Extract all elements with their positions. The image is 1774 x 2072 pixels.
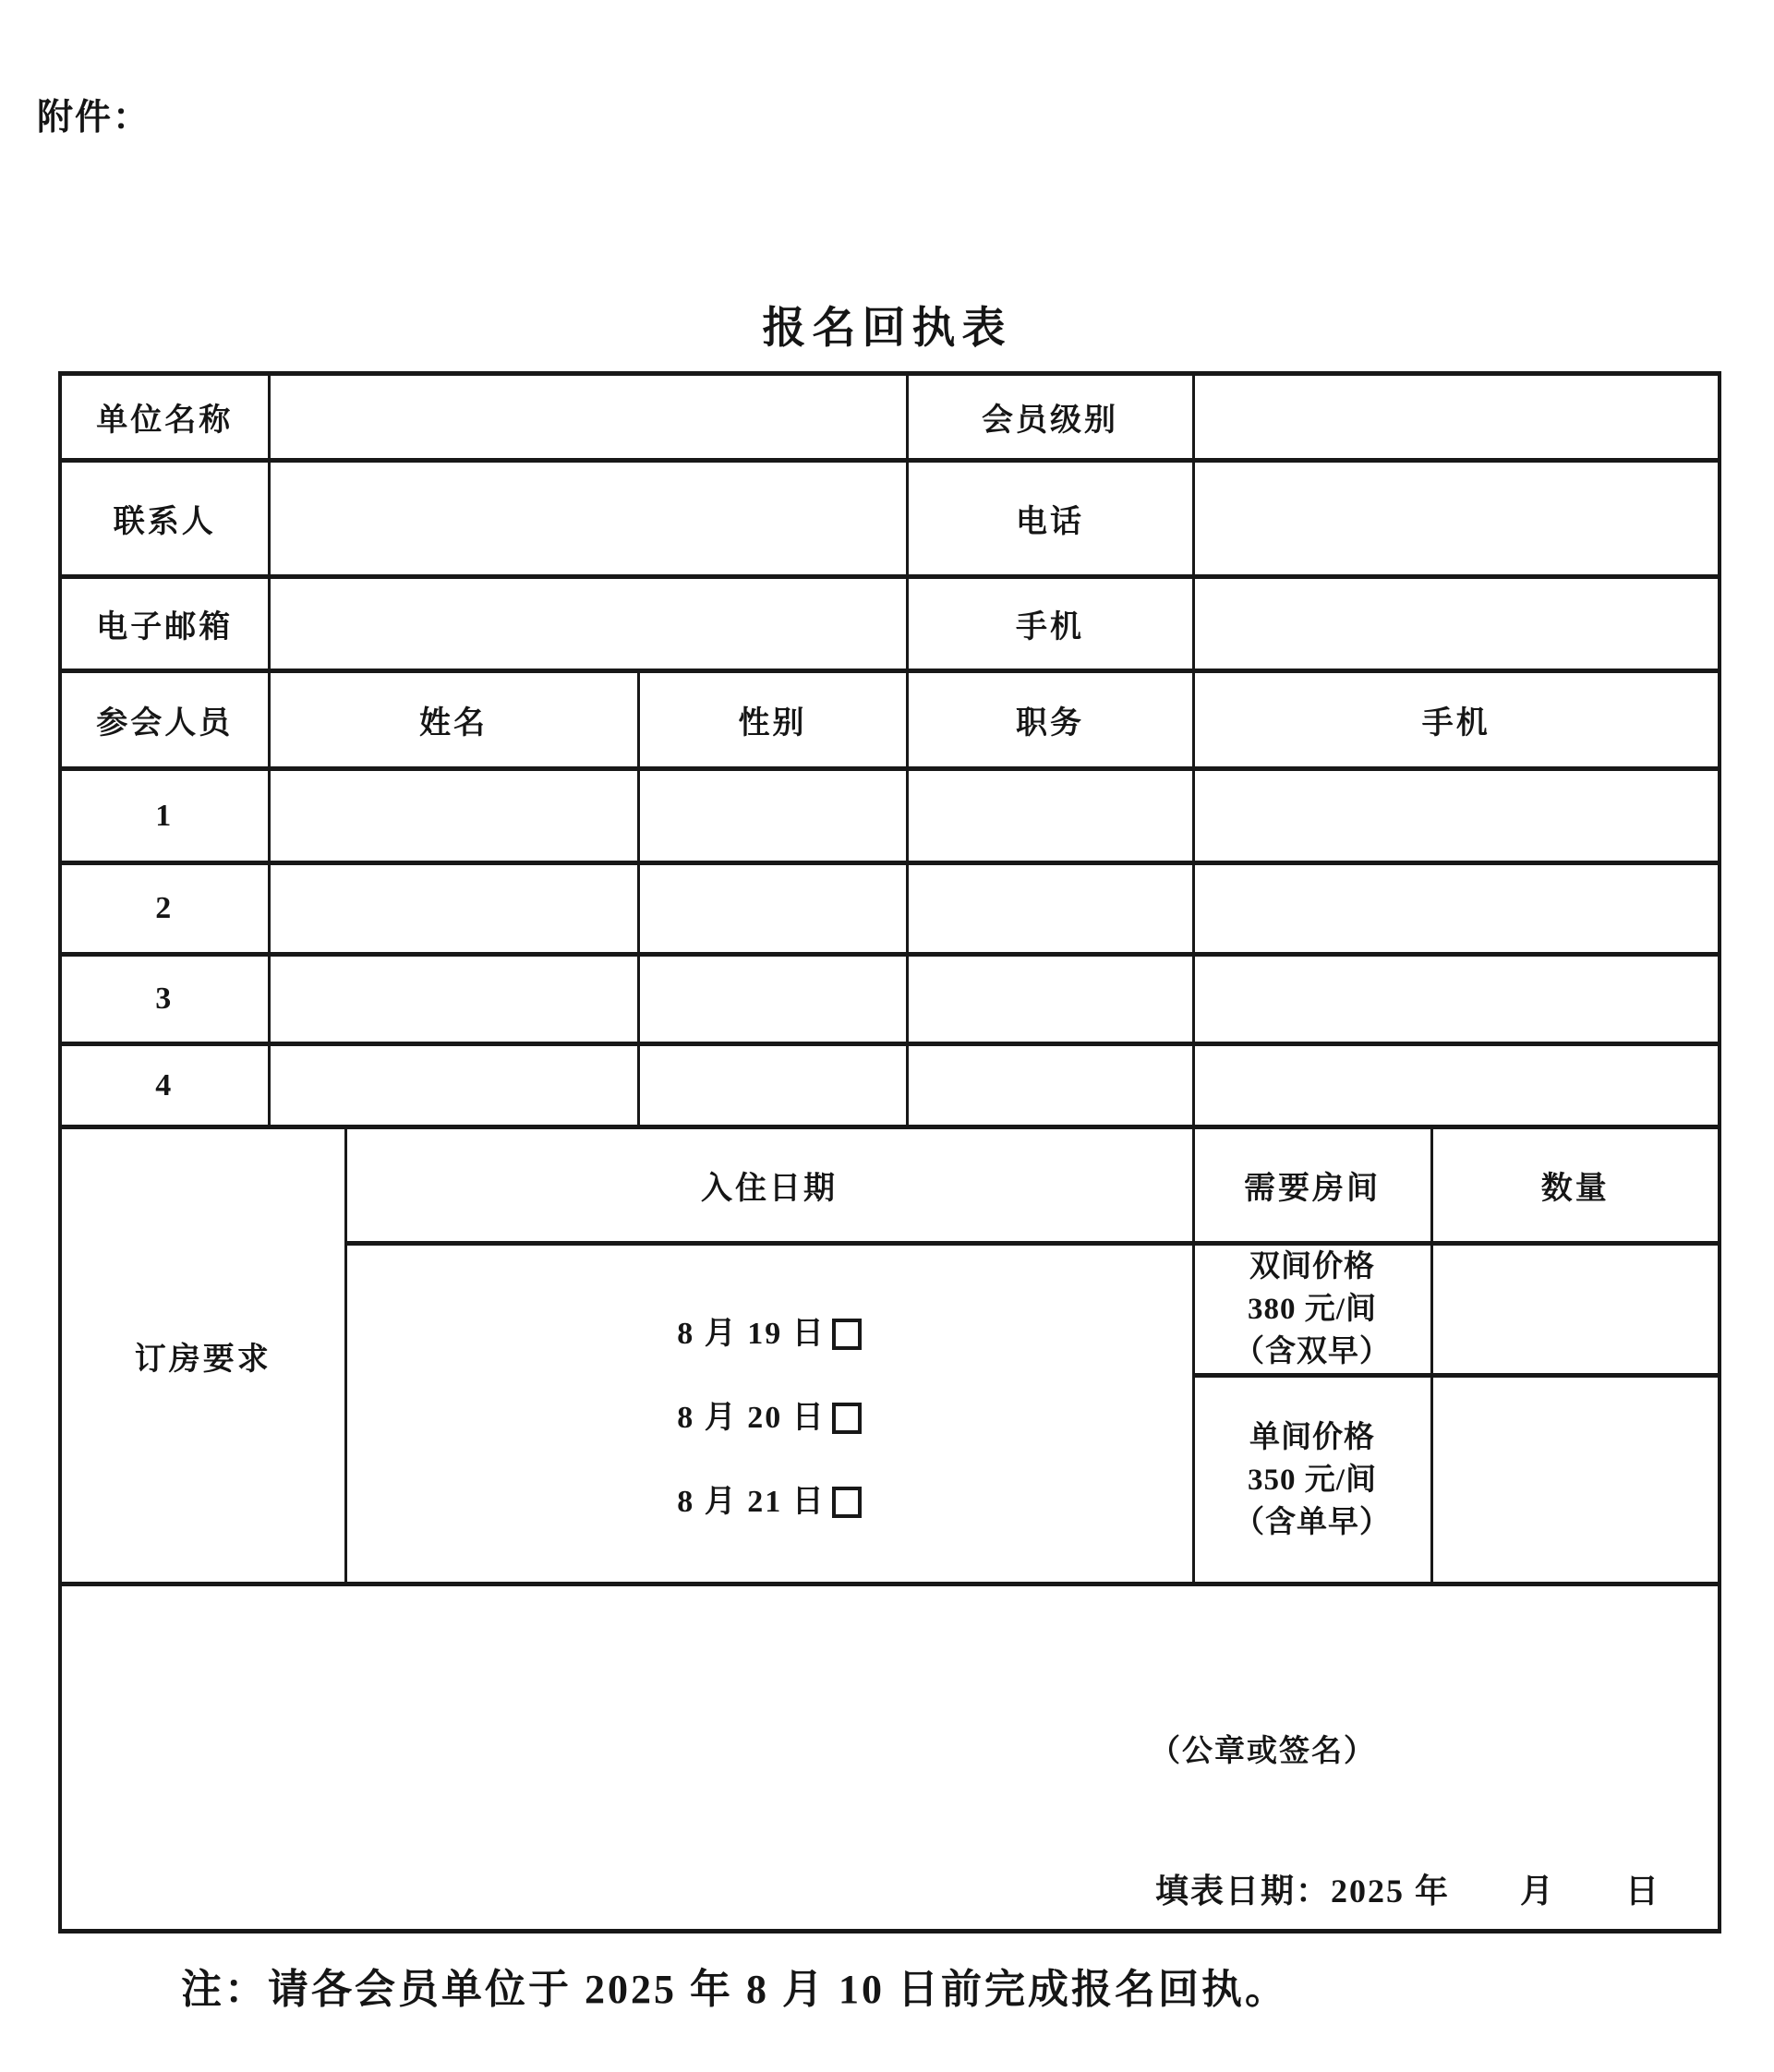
checkin-date-option-aug21 xyxy=(677,1480,862,1524)
registration-form-table xyxy=(58,371,1721,1933)
single-room-price-line: 350 元/间 xyxy=(1248,1463,1377,1497)
participant-gender-cell xyxy=(638,863,907,955)
participant-row xyxy=(60,955,1720,1044)
single-room-qty-cell xyxy=(1431,1376,1720,1584)
participant-position-cell xyxy=(907,863,1193,955)
checkin-date-label: 8 月 19 日 xyxy=(677,1317,826,1351)
participant-gender-cell xyxy=(638,1044,907,1127)
participant-mobile-cell xyxy=(1193,1044,1720,1127)
participant-name-cell xyxy=(269,769,638,863)
checkin-date-options xyxy=(347,1303,1192,1524)
position-column-header: 职务 xyxy=(907,671,1193,769)
phone-label: 电话 xyxy=(907,461,1193,577)
participant-name-cell xyxy=(269,955,638,1044)
mobile-label: 手机 xyxy=(907,577,1193,671)
email-input-cell xyxy=(269,577,907,671)
gender-column-header: 性别 xyxy=(638,671,907,769)
phone-input-cell xyxy=(1193,461,1720,577)
participant-row-number: 3 xyxy=(60,955,269,1044)
member-level-label: 会员级别 xyxy=(907,374,1193,461)
double-room-qty-cell xyxy=(1431,1244,1720,1376)
participants-label: 参会人员 xyxy=(60,671,269,769)
single-room-price-line: （含单早） xyxy=(1234,1505,1391,1539)
mobile-column-header: 手机 xyxy=(1193,671,1720,769)
single-room-price-text xyxy=(1195,1416,1430,1544)
footer-note: 注：请各会员单位于 2025 年 8 月 10 日前完成报名回执。 xyxy=(181,1967,1288,2012)
participant-position-cell xyxy=(907,769,1193,863)
booking-label: 订房要求 xyxy=(60,1127,345,1584)
name-column-header: 姓名 xyxy=(269,671,638,769)
member-level-input-cell xyxy=(1193,374,1720,461)
signature-row xyxy=(60,1584,1720,1932)
double-room-price-text xyxy=(1195,1246,1430,1373)
table-row xyxy=(60,374,1720,461)
participant-gender-cell xyxy=(638,769,907,863)
checkbox-icon xyxy=(832,1487,862,1518)
table-row xyxy=(60,461,1720,577)
participants-header-row xyxy=(60,671,1720,769)
participant-row xyxy=(60,863,1720,955)
signature-cell xyxy=(60,1584,1720,1932)
checkin-date-label: 8 月 20 日 xyxy=(677,1401,826,1435)
fill-date-line: 填表日期：2025 年 月 日 xyxy=(1155,1873,1661,1909)
participant-row-number: 2 xyxy=(60,863,269,955)
checkbox-icon xyxy=(832,1403,862,1434)
participant-row xyxy=(60,1044,1720,1127)
double-room-price-line: 380 元/间 xyxy=(1248,1293,1377,1326)
room-type-header: 需要房间 xyxy=(1193,1127,1431,1244)
checkin-date-header: 入住日期 xyxy=(345,1127,1193,1244)
email-label: 电子邮箱 xyxy=(60,577,269,671)
participant-position-cell xyxy=(907,1044,1193,1127)
unit-name-input-cell xyxy=(269,374,907,461)
checkin-date-option-aug20 xyxy=(677,1396,862,1440)
participant-row-number: 4 xyxy=(60,1044,269,1127)
contact-person-input-cell xyxy=(269,461,907,577)
double-room-price-line: 双间价格 xyxy=(1249,1250,1375,1283)
contact-person-label: 联系人 xyxy=(60,461,269,577)
participant-mobile-cell xyxy=(1193,769,1720,863)
table-row xyxy=(60,577,1720,671)
participant-row xyxy=(60,769,1720,863)
mobile-input-cell xyxy=(1193,577,1720,671)
unit-name-label: 单位名称 xyxy=(60,374,269,461)
participant-mobile-cell xyxy=(1193,863,1720,955)
attachment-label: 附件： xyxy=(37,98,151,138)
quantity-header: 数量 xyxy=(1431,1127,1720,1244)
seal-signature-hint: （公章或签名） xyxy=(1150,1735,1376,1768)
participant-gender-cell xyxy=(638,955,907,1044)
single-room-price-line: 单间价格 xyxy=(1249,1420,1375,1454)
participant-name-cell xyxy=(269,863,638,955)
booking-header-row xyxy=(60,1127,1720,1244)
checkin-date-option-aug19 xyxy=(677,1312,862,1356)
participant-name-cell xyxy=(269,1044,638,1127)
single-room-price-cell xyxy=(1193,1376,1431,1584)
participant-position-cell xyxy=(907,955,1193,1044)
participant-row-number: 1 xyxy=(60,769,269,863)
double-room-price-line: （含双早） xyxy=(1234,1335,1391,1368)
checkin-dates-cell xyxy=(345,1244,1193,1584)
checkin-date-label: 8 月 21 日 xyxy=(677,1485,826,1519)
form-title: 报名回执表 xyxy=(762,305,1012,353)
double-room-price-cell xyxy=(1193,1244,1431,1376)
participant-mobile-cell xyxy=(1193,955,1720,1044)
checkbox-icon xyxy=(832,1319,862,1350)
